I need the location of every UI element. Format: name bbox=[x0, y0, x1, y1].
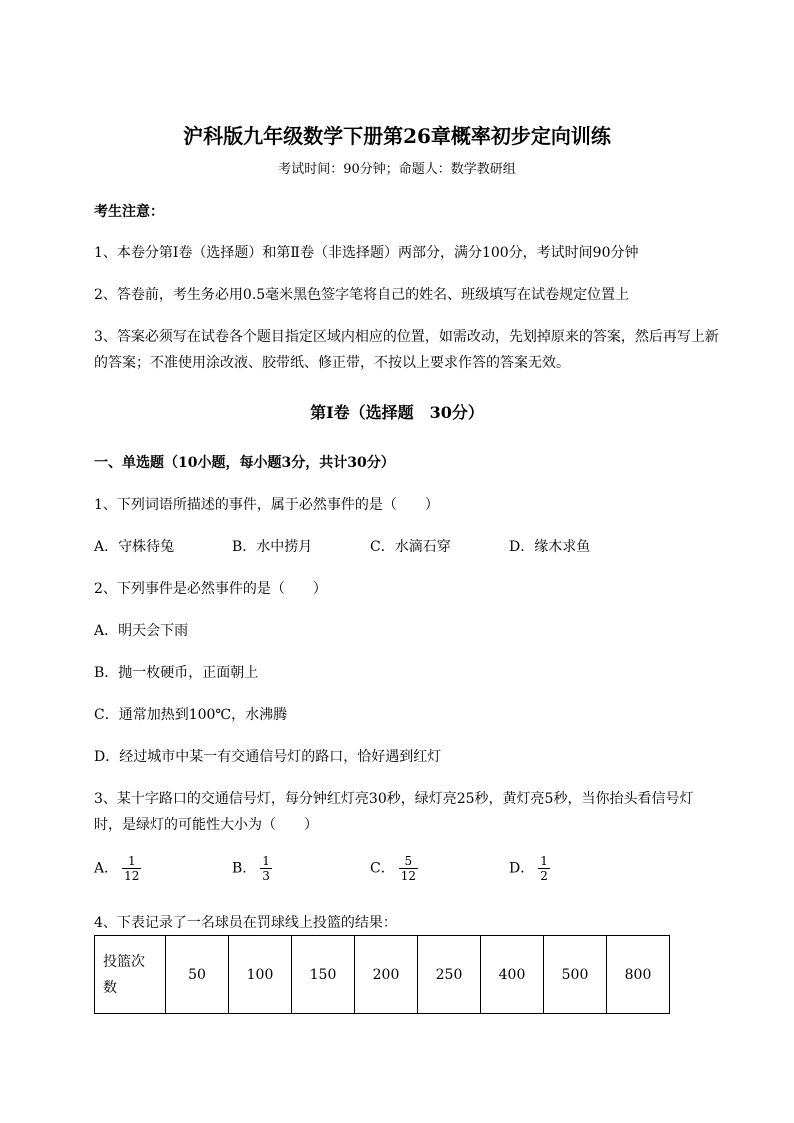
table-cell: 200 bbox=[355, 936, 418, 1014]
question-3-option-c bbox=[370, 854, 418, 883]
question-2-option-d: D．经过城市中某一有交通信号灯的路口，恰好遇到红灯 bbox=[94, 749, 442, 765]
table-cell: 400 bbox=[481, 936, 544, 1014]
question-1-option-c: C．水滴石穿 bbox=[370, 539, 451, 555]
question-3-stem: 3、某十字路口的交通信号灯，每分钟红灯亮30秒，绿灯亮25秒，黄灯亮5秒，当你抬头看信号灯 bbox=[94, 791, 694, 807]
table-row bbox=[95, 936, 670, 1014]
fraction-numerator: 1 bbox=[262, 854, 270, 868]
header-line: 投篮次 bbox=[103, 953, 145, 970]
question-2-stem: 2、下列事件是必然事件的是（ ） bbox=[94, 581, 327, 597]
question-3-option-a bbox=[94, 854, 141, 883]
table-cell: 500 bbox=[544, 936, 607, 1014]
fraction bbox=[399, 854, 418, 883]
fraction-numerator: 5 bbox=[399, 854, 418, 869]
document-title: 沪科版九年级数学下册第26章概率初步定向训练 bbox=[183, 124, 611, 148]
exam-info: 考试时间：90分钟；命题人：数学教研组 bbox=[278, 162, 516, 177]
question-3-option-b bbox=[232, 854, 272, 883]
fraction-denominator: 12 bbox=[400, 869, 416, 883]
question-4-stem: 4、下表记录了一名球员在罚球线上投篮的结果： bbox=[94, 915, 397, 931]
section-title: 第I卷（选择题 30分） bbox=[310, 403, 484, 422]
fraction-numerator: 1 bbox=[122, 854, 141, 869]
question-2-option-a: A．明天会下雨 bbox=[94, 623, 189, 639]
notice-item-2: 2、答卷前，考生务必用0.5毫米黑色签字笔将自己的姓名、班级填写在试卷规定位置上 bbox=[94, 287, 630, 303]
option-label: A． bbox=[94, 860, 119, 877]
option-label: B． bbox=[232, 860, 257, 877]
fraction-denominator: 3 bbox=[262, 869, 270, 883]
part-heading: 一、单选题（10小题，每小题3分，共计30分） bbox=[94, 455, 395, 471]
table-cell: 150 bbox=[292, 936, 355, 1014]
question-1-option-b: B．水中捞月 bbox=[232, 539, 313, 555]
fraction bbox=[122, 854, 141, 883]
question-2-option-c: C．通常加热到100℃，水沸腾 bbox=[94, 707, 288, 723]
header-line: 数 bbox=[103, 979, 117, 996]
fraction-denominator: 12 bbox=[124, 869, 140, 883]
fraction bbox=[538, 854, 550, 883]
question-1-option-a: A．守株待兔 bbox=[94, 539, 175, 555]
shots-table bbox=[94, 935, 670, 1014]
notice-heading: 考生注意： bbox=[94, 204, 164, 220]
notice-item-1: 1、本卷分第I卷（选择题）和第Ⅱ卷（非选择题）两部分，满分100分，考试时间90分钟 bbox=[94, 245, 639, 261]
notice-item-3-cont: 的答案；不准使用涂改液、胶带纸、修正带，不按以上要求作答的答案无效。 bbox=[94, 355, 570, 371]
notice-item-3: 3、答案必须写在试卷各个题目指定区域内相应的位置，如需改动，先划掉原来的答案，然后再写上新 bbox=[94, 329, 719, 345]
question-1-stem: 1、下列词语所描述的事件，属于必然事件的是（ ） bbox=[94, 497, 439, 513]
question-1-option-d: D．缘木求鱼 bbox=[509, 539, 591, 555]
fraction-denominator: 2 bbox=[540, 869, 548, 883]
table-cell: 100 bbox=[229, 936, 292, 1014]
table-cell: 50 bbox=[166, 936, 229, 1014]
question-2-option-b: B．抛一枚硬币，正面朝上 bbox=[94, 665, 259, 681]
question-3-stem-cont: 时，是绿灯的可能性大小为（ ） bbox=[94, 817, 318, 833]
question-3-option-d bbox=[509, 854, 550, 883]
option-label: D． bbox=[509, 860, 535, 877]
table-header-cell bbox=[95, 936, 166, 1014]
fraction bbox=[260, 854, 272, 883]
fraction-numerator: 1 bbox=[540, 854, 548, 868]
option-label: C． bbox=[370, 860, 395, 877]
table-cell: 250 bbox=[418, 936, 481, 1014]
table-cell: 800 bbox=[607, 936, 670, 1014]
